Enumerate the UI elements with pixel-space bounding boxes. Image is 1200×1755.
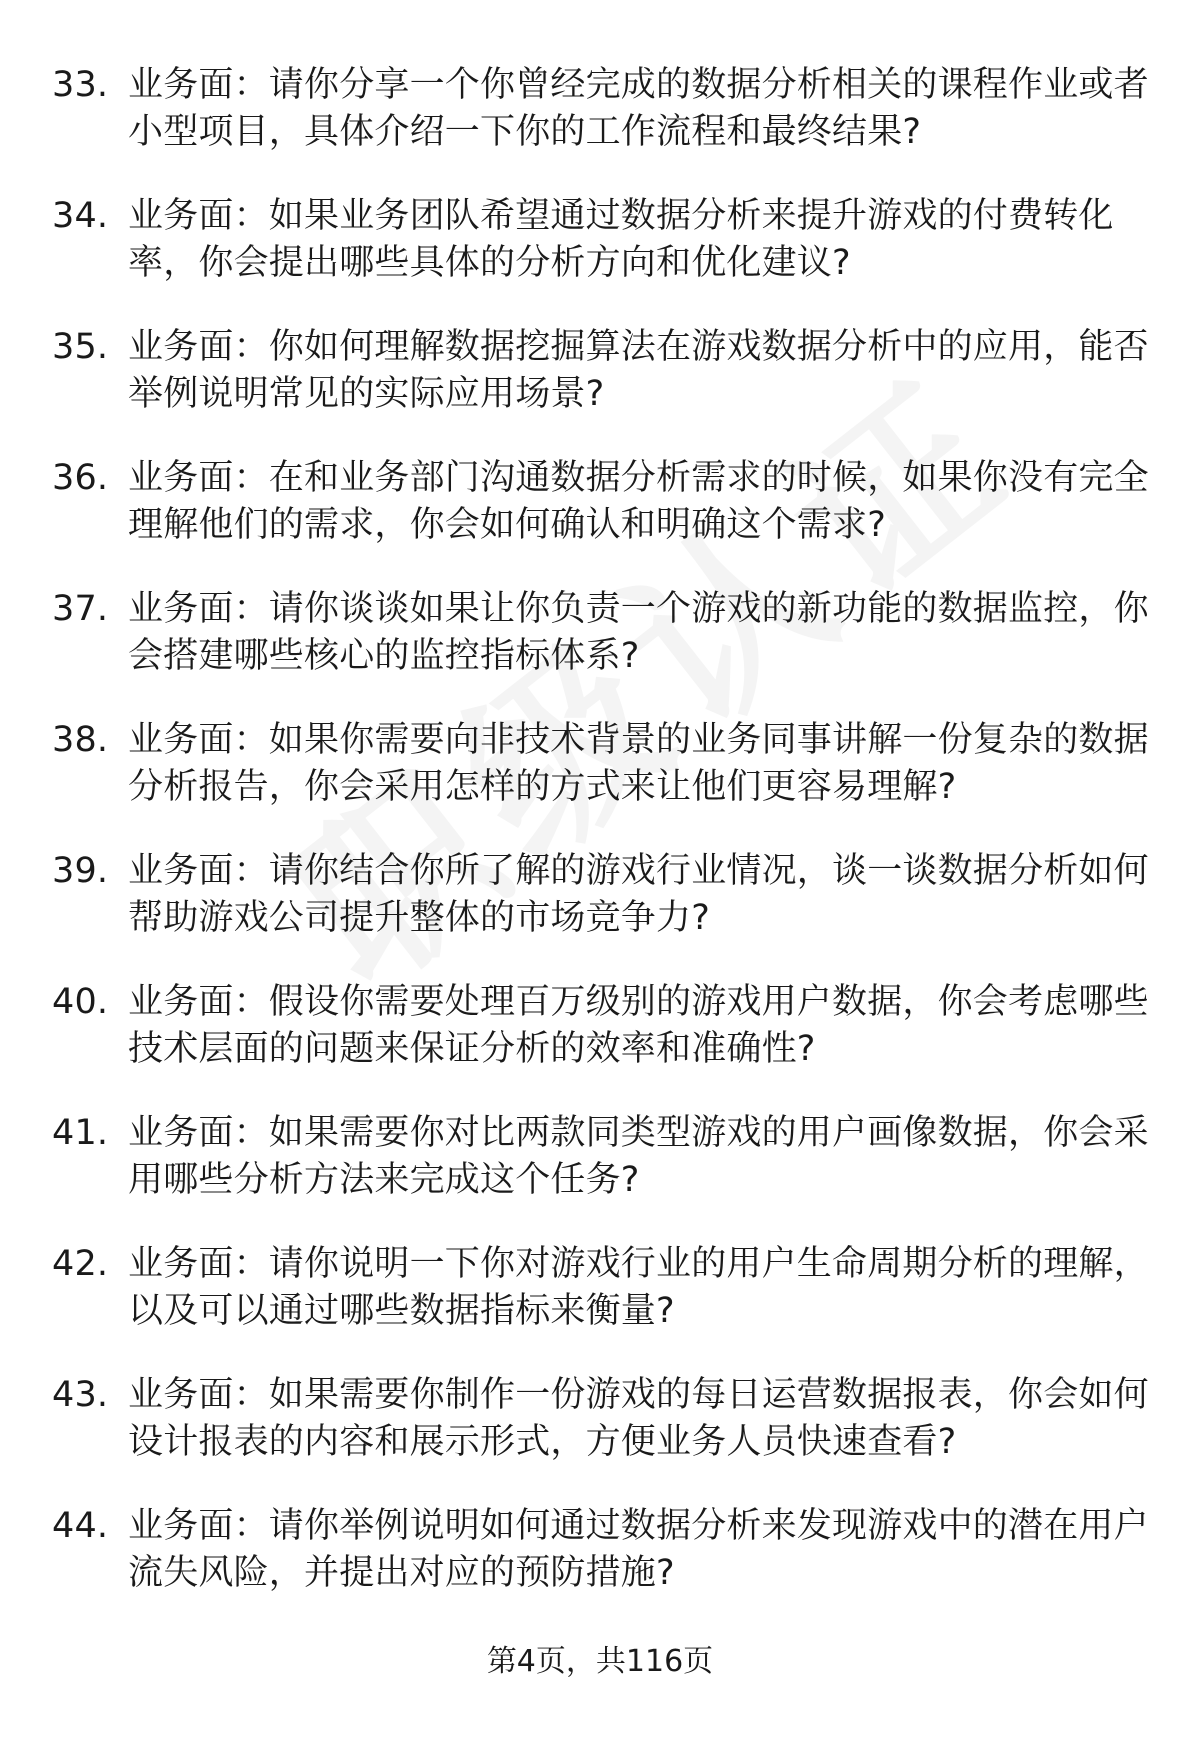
question-number: 36. <box>52 458 109 498</box>
question-text: 业务面：假设你需要处理百万级别的游戏用户数据，你会考虑哪些技术层面的问题来保证分析的效率和准确性? <box>128 982 1149 1069</box>
question-item-43 <box>52 1372 1162 1466</box>
question-number: 34. <box>52 196 109 236</box>
question-text: 业务面：如果需要你对比两款同类型游戏的用户画像数据，你会采用哪些分析方法来完成这个任务? <box>128 1113 1149 1200</box>
question-item-33 <box>52 62 1162 156</box>
question-text: 业务面：如果你需要向非技术背景的业务同事讲解一份复杂的数据分析报告，你会采用怎样的方式来让他们更容易理解? <box>128 720 1149 807</box>
question-text: 业务面：请你分享一个你曾经完成的数据分析相关的课程作业或者小型项目，具体介绍一下你的工作流程和最终结果? <box>128 65 1149 152</box>
question-item-38 <box>52 717 1162 811</box>
question-number: 33. <box>52 65 109 105</box>
question-number: 35. <box>52 327 109 367</box>
question-number: 41. <box>52 1113 109 1153</box>
question-text: 业务面：如果需要你制作一份游戏的每日运营数据报表，你会如何设计报表的内容和展示形式，方便业务人员快速查看? <box>128 1375 1149 1462</box>
question-list <box>52 62 1162 1634</box>
question-text: 业务面：如果业务团队希望通过数据分析来提升游戏的付费转化率，你会提出哪些具体的分析方向和优化建议? <box>128 196 1114 283</box>
question-item-41 <box>52 1110 1162 1204</box>
question-item-39 <box>52 848 1162 942</box>
question-text: 业务面：你如何理解数据挖掘算法在游戏数据分析中的应用，能否举例说明常见的实际应用场景? <box>128 327 1149 414</box>
question-text: 业务面：请你说明一下你对游戏行业的用户生命周期分析的理解，以及可以通过哪些数据指标来衡量? <box>128 1244 1149 1331</box>
question-item-34 <box>52 193 1162 287</box>
question-number: 44. <box>52 1506 109 1546</box>
question-item-40 <box>52 979 1162 1073</box>
question-number: 39. <box>52 851 109 891</box>
question-number: 43. <box>52 1375 109 1415</box>
question-item-36 <box>52 455 1162 549</box>
question-number: 40. <box>52 982 109 1022</box>
question-item-44 <box>52 1503 1162 1597</box>
page-number-footer: 第4页，共116页 <box>486 1644 714 1679</box>
question-text: 业务面：请你谈谈如果让你负责一个游戏的新功能的数据监控，你会搭建哪些核心的监控指标体系? <box>128 589 1149 676</box>
question-text: 业务面：请你结合你所了解的游戏行业情况，谈一谈数据分析如何帮助游戏公司提升整体的市场竞争力? <box>128 851 1149 938</box>
question-item-35 <box>52 324 1162 418</box>
question-number: 42. <box>52 1244 109 1284</box>
question-text: 业务面：在和业务部门沟通数据分析需求的时候，如果你没有完全理解他们的需求，你会如何确认和明确这个需求? <box>128 458 1149 545</box>
question-number: 38. <box>52 720 109 760</box>
question-item-42 <box>52 1241 1162 1335</box>
question-text: 业务面：请你举例说明如何通过数据分析来发现游戏中的潜在用户流失风险，并提出对应的预防措施? <box>128 1506 1149 1593</box>
question-number: 37. <box>52 589 109 629</box>
question-item-37 <box>52 586 1162 680</box>
